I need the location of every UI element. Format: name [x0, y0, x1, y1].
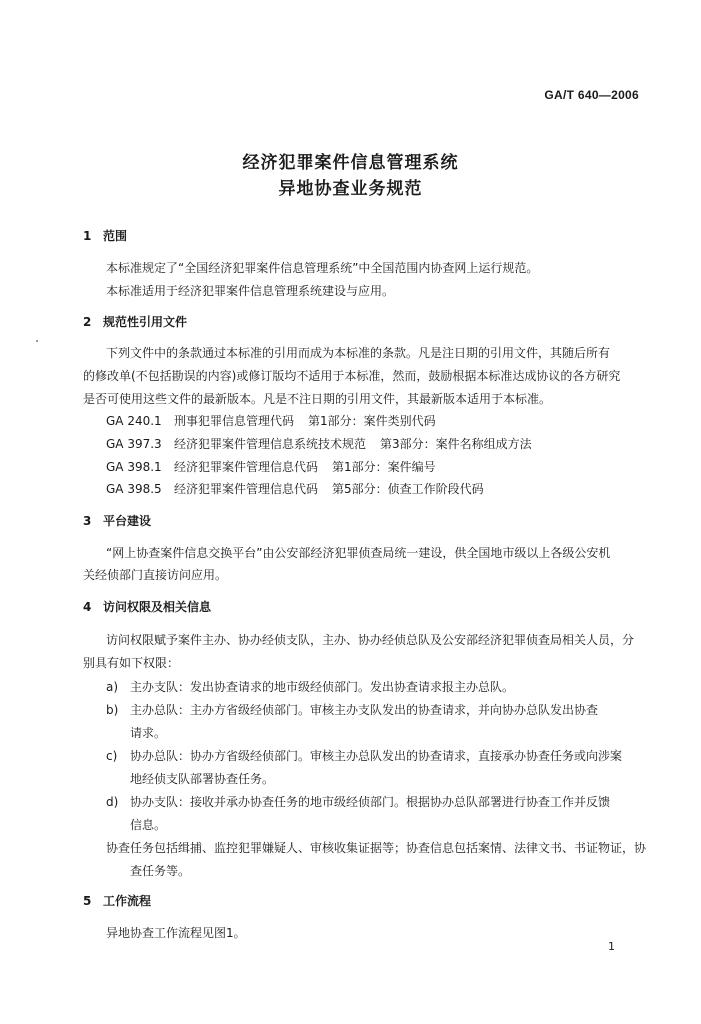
- section-4-heading: [83, 599, 211, 615]
- section-4-title: 访问权限及相关信息: [103, 600, 212, 614]
- standard-number: GA/T 640—2006: [544, 88, 639, 102]
- reference-title: 经济犯罪案件管理信息系统技术规范: [174, 437, 367, 451]
- section-3-number: 3: [83, 514, 92, 528]
- section-3-paragraph-line-1: “网上协查案件信息交换平台”由公安部经济犯罪侦查局统一建设，供全国地市级以上各级公安机: [106, 546, 611, 560]
- section-2-paragraph-line-3: 是否可使用这些文件的最新版本。凡是不注日期的引用文件，其最新版本适用于本标准。: [83, 392, 552, 406]
- section-4-paragraph-line-2: 别具有如下权限：: [83, 656, 180, 670]
- section-2-title: 规范性引用文件: [103, 315, 188, 329]
- section-3-paragraph-line-2: 关经侦部门直接访问应用。: [83, 568, 228, 582]
- list-item-marker: b): [106, 703, 119, 717]
- section-2-paragraph-line-2: 的修改单(不包括勘误的内容)或修订版均不适用于本标准，然而，鼓励根据本标准达成协议的各方研究: [83, 369, 621, 383]
- section-5-heading: [83, 893, 151, 909]
- list-item-line-1: 主办总队：主办方省级经侦部门。审核主办支队发出的协查请求，并向协办总队发出协查: [130, 703, 599, 717]
- reference-code: GA 398.5: [106, 482, 162, 496]
- list-item-line-1: 协办总队：协办方省级经侦部门。审核主办总队发出的协查请求，直接承办协查任务或向涉案: [130, 749, 623, 763]
- reference-part: 第3部分：案件名称组成方法: [380, 437, 532, 451]
- reference-code: GA 398.1: [106, 460, 162, 474]
- section-3-heading: [83, 513, 151, 529]
- document-title-line1: 经济犯罪案件信息管理系统: [242, 153, 459, 173]
- section-4-paragraph-line-1: 访问权限赋予案件主办、协办经侦支队，主办、协办经侦总队及公安部经济犯罪侦查局相关人员，分: [106, 633, 635, 647]
- section-1-number: 1: [83, 229, 92, 243]
- reference-title: 经济犯罪案件管理信息代码: [174, 460, 319, 474]
- list-item-marker: c): [106, 749, 118, 763]
- section-1-title: 范围: [103, 229, 128, 243]
- reference-part: 第5部分：侦查工作阶段代码: [332, 482, 484, 496]
- section-5-number: 5: [83, 894, 92, 908]
- section-1-heading: [83, 228, 127, 244]
- reference-item: [106, 413, 436, 429]
- section-5-title: 工作流程: [103, 894, 152, 908]
- reference-title: 刑事犯罪信息管理代码: [174, 414, 295, 428]
- reference-item: [106, 459, 436, 475]
- section-1-paragraph-2: 本标准适用于经济犯罪案件信息管理系统建设与应用。: [106, 284, 395, 298]
- list-item-line-2: 请求。: [130, 726, 167, 740]
- list-item-line-2: 地经侦支队部署协查任务。: [130, 772, 275, 786]
- reference-part: 第1部分：案件类别代码: [308, 414, 436, 428]
- reference-part: 第1部分：案件编号: [332, 460, 436, 474]
- section-4-number: 4: [83, 600, 92, 614]
- list-item-marker: d): [106, 795, 119, 809]
- list-item-line-1: 主办支队：发出协查请求的地市级经侦部门。发出协查请求报主办总队。: [130, 680, 515, 694]
- section-2-number: 2: [83, 315, 92, 329]
- section-2-heading: [83, 314, 187, 330]
- section-3-title: 平台建设: [103, 514, 152, 528]
- list-item-marker: a): [106, 680, 119, 694]
- document-title-line2: 异地协查业务规范: [278, 179, 423, 199]
- reference-code: GA 397.3: [106, 437, 162, 451]
- list-item-line-2: 信息。: [130, 818, 167, 832]
- section-5-paragraph: 异地协查工作流程见图1。: [106, 926, 246, 940]
- margin-mark: [36, 340, 38, 342]
- section-4-paragraph-2-line-2: 查任务等。: [130, 864, 191, 878]
- section-4-paragraph-2-line-1: 协查任务包括缉捕、监控犯罪嫌疑人、审核收集证据等；协查信息包括案情、法律文书、书证物证，协: [106, 841, 647, 855]
- page-number: 1: [608, 940, 615, 953]
- reference-item: [106, 436, 532, 452]
- section-2-paragraph-line-1: 下列文件中的条款通过本标准的引用而成为本标准的条款。凡是注日期的引用文件，其随后所有: [106, 346, 611, 360]
- reference-title: 经济犯罪案件管理信息代码: [174, 482, 319, 496]
- section-1-paragraph-1: 本标准规定了“全国经济犯罪案件信息管理系统”中全国范围内协查网上运行规范。: [106, 261, 539, 275]
- reference-item: [106, 481, 484, 497]
- reference-code: GA 240.1: [106, 414, 162, 428]
- list-item-line-1: 协办支队：接收并承办协查任务的地市级经侦部门。根据协办总队部署进行协查工作并反馈: [130, 795, 611, 809]
